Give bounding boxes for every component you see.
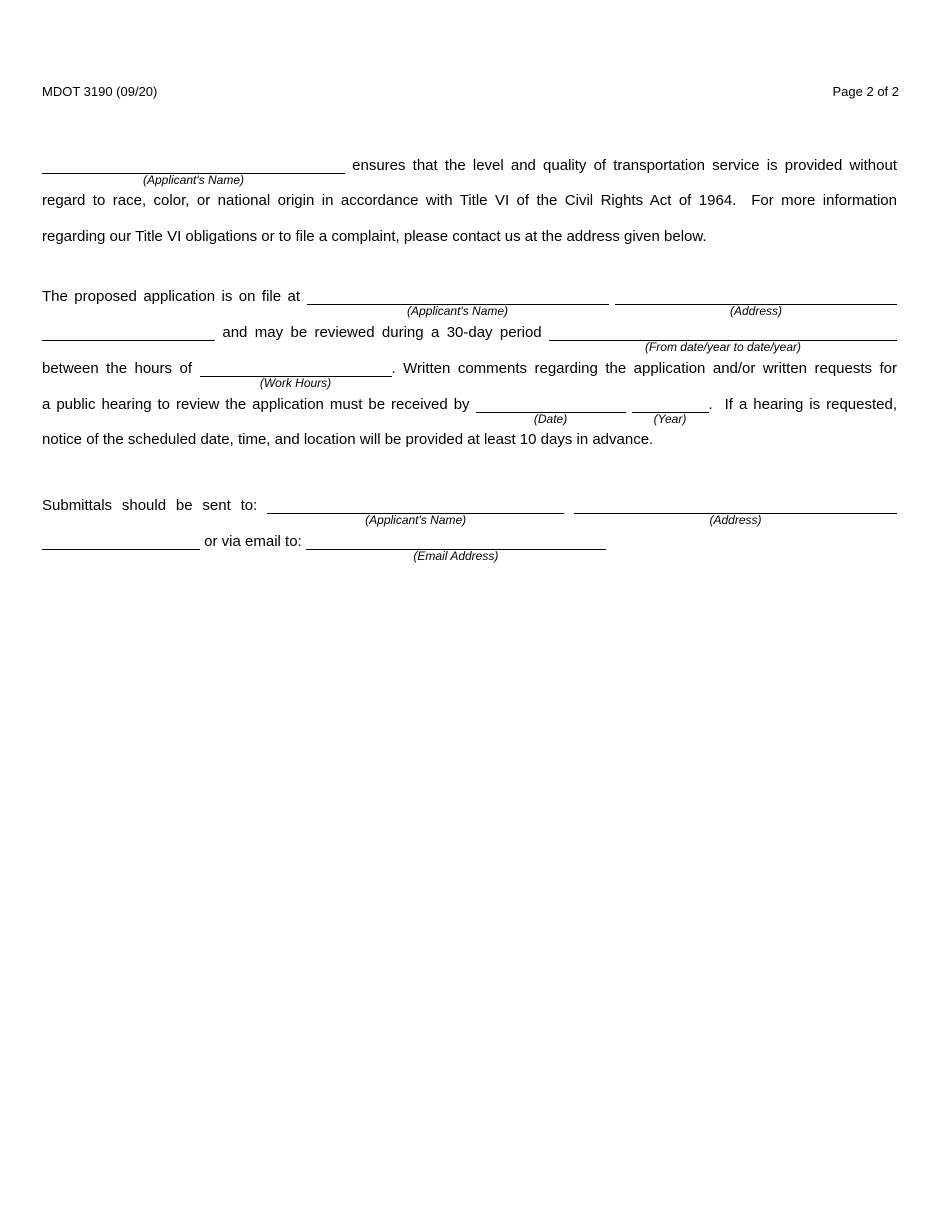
submittal-line-2-text: or via email to: bbox=[204, 533, 302, 550]
intro-line-1 bbox=[42, 155, 897, 191]
intro-line-1-text: ensures that the level and quality of transportation service is provided without bbox=[352, 157, 897, 174]
review-period-label: (From date/year to date/year) bbox=[644, 340, 802, 354]
review-period-field[interactable] bbox=[549, 322, 897, 354]
intro-line-2-text: regard to race, color, or national origin in accordance with Title VI of the Civil Rights Act of 1964. For more information bbox=[42, 192, 897, 209]
intro-line-3-text: regarding our Title VI obligations or to file a complaint, please contact us at the address given below. bbox=[42, 228, 707, 245]
submittal-paragraph bbox=[42, 495, 897, 567]
file-applicant-name-field[interactable] bbox=[307, 286, 609, 318]
review-paragraph bbox=[42, 286, 897, 466]
applicant-name-label: (Applicant's Name) bbox=[143, 173, 244, 187]
address-label: (Address) bbox=[709, 513, 762, 527]
review-line-5 bbox=[42, 430, 897, 466]
review-line-3 bbox=[42, 358, 897, 394]
intro-applicant-name-field[interactable] bbox=[42, 155, 345, 187]
submittal-line-1-text: Submittals should be sent to: bbox=[42, 497, 258, 514]
received-year-field[interactable] bbox=[632, 394, 709, 426]
page-indicator: Page 2 of 2 bbox=[832, 84, 899, 99]
email-address-label: (Email Address) bbox=[413, 549, 499, 563]
review-line-3-pre-text: between the hours of bbox=[42, 360, 193, 377]
work-hours-label: (Work Hours) bbox=[259, 376, 332, 390]
address-label: (Address) bbox=[730, 304, 783, 318]
submittal-email-field[interactable] bbox=[306, 531, 606, 563]
year-label: (Year) bbox=[653, 412, 687, 426]
form-number: MDOT 3190 (09/20) bbox=[42, 84, 158, 99]
review-line-1 bbox=[42, 286, 897, 322]
page-header bbox=[42, 84, 899, 99]
submittal-address-field[interactable] bbox=[574, 495, 897, 527]
intro-line-3 bbox=[42, 227, 897, 263]
submittal-line-2 bbox=[42, 531, 897, 567]
review-line-1-text: The proposed application is on file at bbox=[42, 288, 301, 305]
submittal-applicant-name-field[interactable] bbox=[267, 495, 564, 527]
submittal-line-1 bbox=[42, 495, 897, 531]
review-line-4 bbox=[42, 394, 897, 430]
review-line-5-text: notice of the scheduled date, time, and location will be provided at least 10 days in advance. bbox=[42, 431, 654, 448]
intro-line-2 bbox=[42, 191, 897, 227]
review-line-3-post-text: . Written comments regarding the application and/or written requests for bbox=[391, 360, 898, 377]
date-label: (Date) bbox=[533, 412, 568, 426]
file-address-continuation-field[interactable] bbox=[42, 322, 215, 341]
applicant-name-label: (Applicant's Name) bbox=[407, 304, 509, 318]
review-line-2 bbox=[42, 322, 897, 358]
submittal-address-continuation-field[interactable] bbox=[42, 531, 200, 550]
intro-paragraph bbox=[42, 155, 897, 263]
review-line-4-post-text: . If a hearing is requested, bbox=[708, 396, 898, 413]
work-hours-field[interactable] bbox=[200, 358, 392, 390]
review-line-4-pre-text: a public hearing to review the application must be received by bbox=[42, 396, 470, 413]
received-date-field[interactable] bbox=[476, 394, 626, 426]
review-line-2-text: and may be reviewed during a 30-day period bbox=[222, 324, 542, 341]
file-address-field[interactable] bbox=[615, 286, 897, 318]
applicant-name-label: (Applicant's Name) bbox=[365, 513, 467, 527]
